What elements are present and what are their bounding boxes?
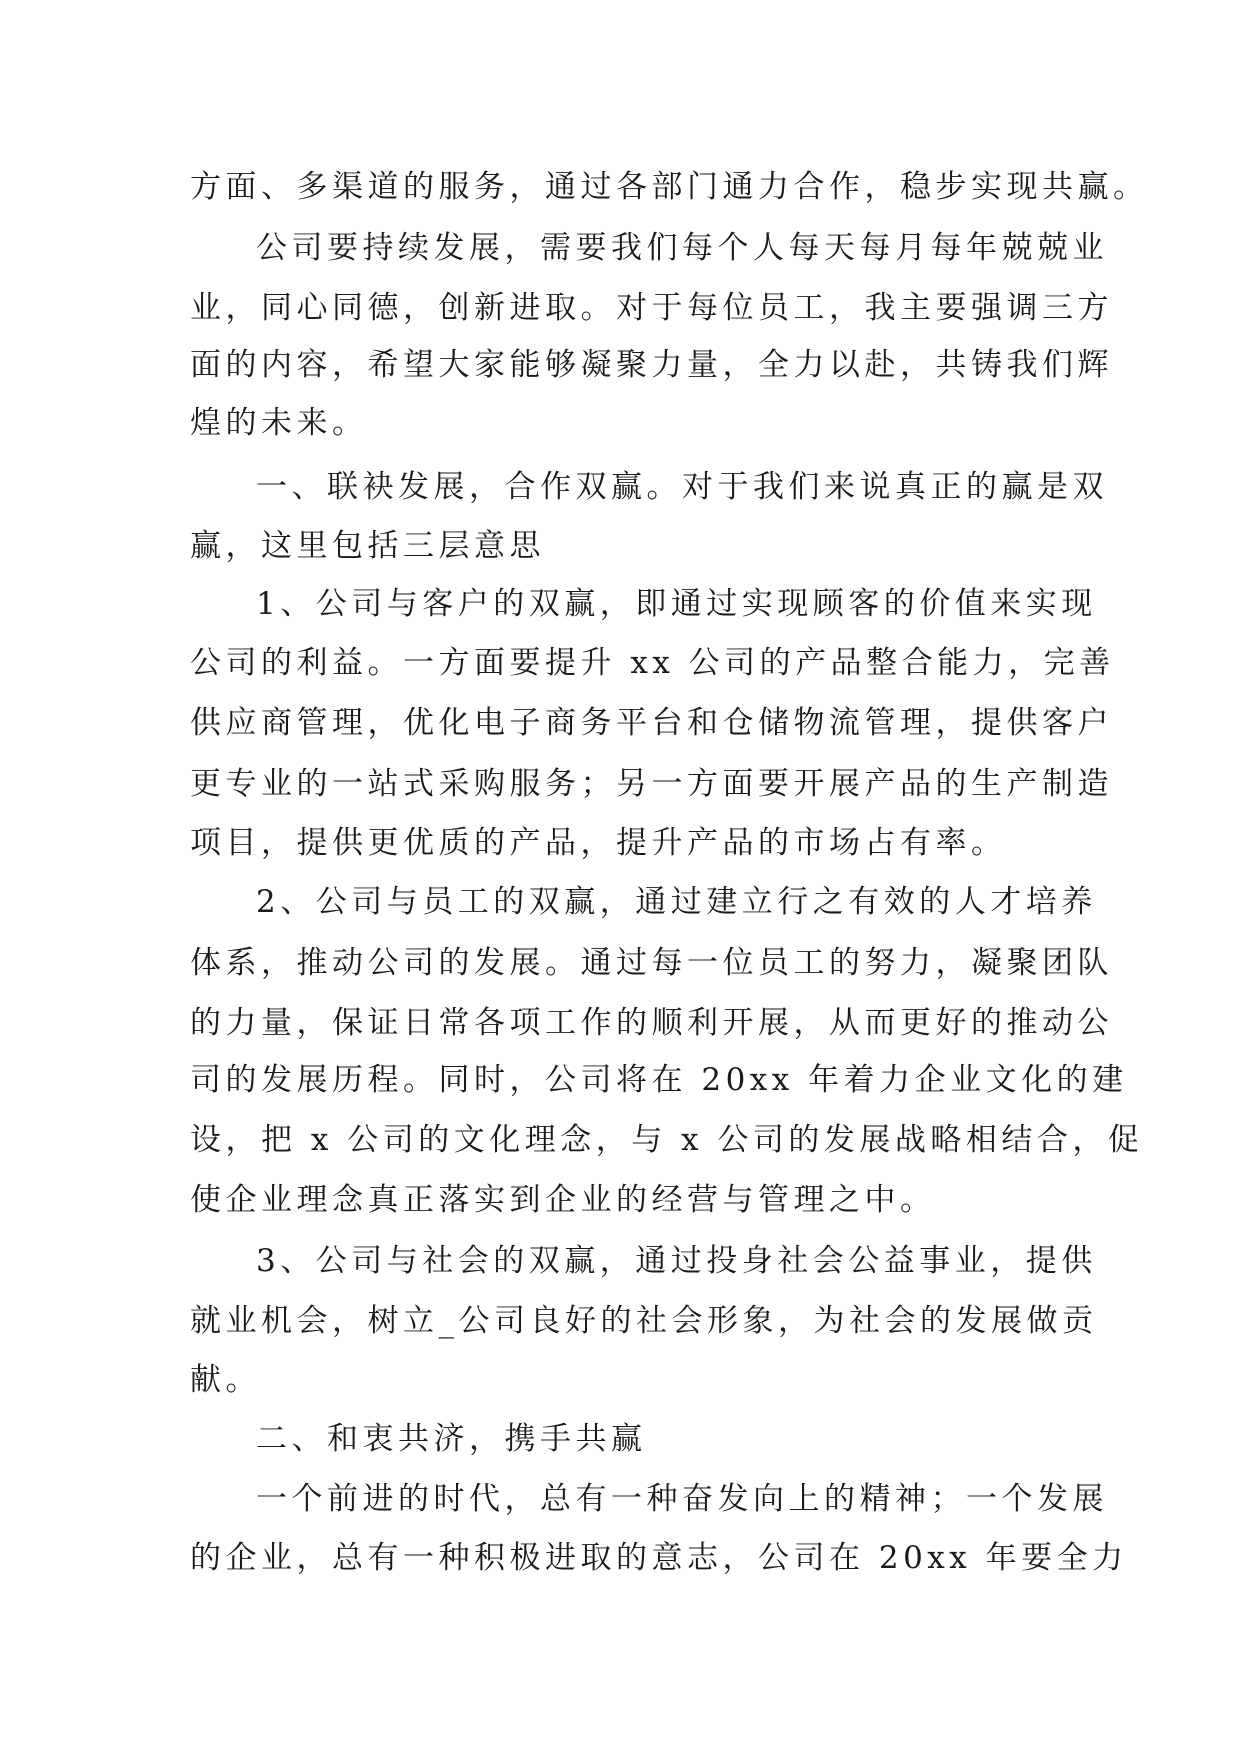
text-line: 公司的利益。一方面要提升 xx 公司的产品整合能力，完善 — [190, 645, 1115, 681]
text-line: 更专业的一站式采购服务；另一方面要开展产品的生产制造 — [190, 766, 1113, 802]
text-line: 3、公司与社会的双赢，通过投身社会公益事业，提供 — [256, 1243, 1097, 1279]
text-line: 方面、多渠道的服务，通过各部门通力合作，稳步实现共赢。 — [190, 169, 1149, 205]
text-line: 使企业理念真正落实到企业的经营与管理之中。 — [190, 1182, 936, 1218]
text-line: 献。 — [190, 1362, 261, 1398]
text-line: 面的内容，希望大家能够凝聚力量，全力以赴，共铸我们辉 — [190, 347, 1113, 383]
text-line: 煌的未来。 — [190, 405, 368, 441]
text-line: 二、和衷共济，携手共赢 — [256, 1421, 647, 1457]
text-line: 公司要持续发展，需要我们每个人每天每月每年兢兢业 — [256, 230, 1108, 266]
text-line: 一、联袂发展，合作双赢。对于我们来说真正的赢是双 — [256, 469, 1108, 505]
text-line: 一个前进的时代，总有一种奋发向上的精神；一个发展 — [256, 1481, 1108, 1517]
text-line: 项目，提供更优质的产品，提升产品的市场占有率。 — [190, 825, 1007, 861]
text-line: 的企业，总有一种积极进取的意志，公司在 20xx 年要全力 — [190, 1540, 1128, 1576]
text-line: 业，同心同德，创新进取。对于每位员工，我主要强调三方 — [190, 290, 1113, 326]
text-line: 就业机会，树立_公司良好的社会形象，为社会的发展做贡 — [190, 1303, 1098, 1339]
text-line: 的力量，保证日常各项工作的顺利开展，从而更好的推动公 — [190, 1005, 1113, 1041]
text-line: 设，把 x 公司的文化理念，与 x 公司的发展战略相结合，促 — [190, 1122, 1144, 1158]
text-line: 司的发展历程。同时，公司将在 20xx 年着力企业文化的建 — [190, 1062, 1128, 1098]
text-line: 1、公司与客户的双赢，即通过实现顾客的价值来实现 — [256, 586, 1097, 622]
text-line: 赢，这里包括三层意思 — [190, 528, 545, 564]
text-line: 体系，推动公司的发展。通过每一位员工的努力，凝聚团队 — [190, 945, 1113, 981]
text-line: 供应商管理，优化电子商务平台和仓储物流管理，提供客户 — [190, 705, 1113, 741]
text-line: 2、公司与员工的双赢，通过建立行之有效的人才培养 — [256, 884, 1097, 920]
